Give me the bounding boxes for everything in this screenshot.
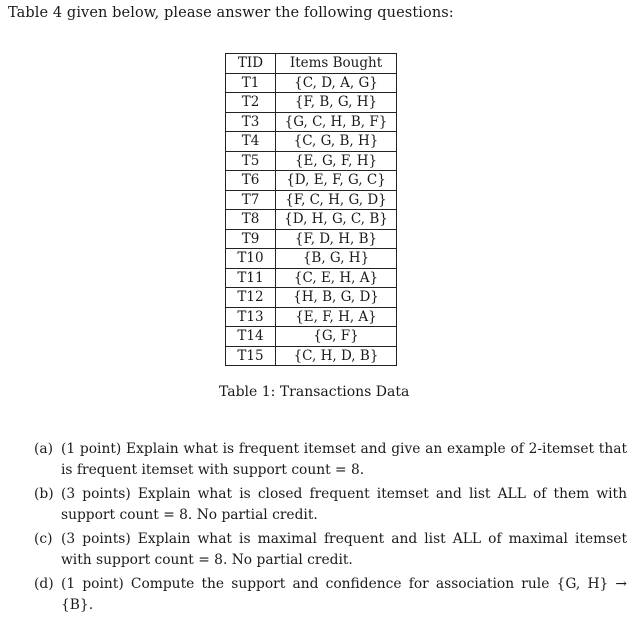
table-row: [226, 73, 397, 93]
question-item: [34, 529, 627, 571]
cell-tid: T12: [226, 288, 276, 308]
cell-tid: T9: [226, 229, 276, 249]
cell-items: {D, E, F, G, C}: [276, 171, 397, 191]
cell-tid: T2: [226, 93, 276, 113]
question-item: [34, 439, 627, 481]
table-row: [226, 229, 397, 249]
cell-items: {D, H, G, C, B}: [276, 210, 397, 230]
cell-tid: T1: [226, 73, 276, 93]
table-row: [226, 288, 397, 308]
question-marker: (a): [34, 441, 53, 457]
table-row: [226, 151, 397, 171]
table-row: [226, 249, 397, 269]
cell-tid: T11: [226, 268, 276, 288]
cell-tid: T7: [226, 190, 276, 210]
cell-items: {F, B, G, H}: [276, 93, 397, 113]
table-header-row: [226, 54, 397, 74]
table-row: [226, 327, 397, 347]
question-text: (3 points) Explain what is closed frequent itemset and list ALL of them with support count = 8. No partial credit.: [61, 486, 627, 523]
table-row: [226, 132, 397, 152]
cell-items: {G, C, H, B, F}: [276, 112, 397, 132]
question-marker: (c): [34, 531, 53, 547]
cell-items: {G, F}: [276, 327, 397, 347]
table-row: [226, 210, 397, 230]
questions-list: [34, 439, 627, 619]
question-marker: (b): [34, 486, 54, 502]
cell-items: {F, C, H, G, D}: [276, 190, 397, 210]
cell-tid: T6: [226, 171, 276, 191]
cell-items: {E, G, F, H}: [276, 151, 397, 171]
table-row: [226, 346, 397, 366]
question-marker: (d): [34, 576, 54, 592]
cell-items: {C, E, H, A}: [276, 268, 397, 288]
question-text: (3 points) Explain what is maximal frequent and list ALL of maximal itemset with support count = 8. No partial credit.: [61, 531, 627, 568]
question-text: (1 point) Explain what is frequent itemset and give an example of 2-itemset that is frequent itemset with support count = 8.: [61, 441, 627, 478]
table-row: [226, 171, 397, 191]
table-body: [226, 73, 397, 366]
intro-text: Table 4 given below, please answer the following questions:: [8, 5, 454, 21]
cell-tid: T5: [226, 151, 276, 171]
question-item: [34, 484, 627, 526]
cell-items: {F, D, H, B}: [276, 229, 397, 249]
cell-tid: T10: [226, 249, 276, 269]
table-row: [226, 112, 397, 132]
cell-items: {H, B, G, D}: [276, 288, 397, 308]
cell-tid: T3: [226, 112, 276, 132]
cell-tid: T8: [226, 210, 276, 230]
table-row: [226, 307, 397, 327]
table-caption: Table 1: Transactions Data: [219, 384, 410, 400]
header-items-bought: Items Bought: [276, 54, 397, 74]
cell-items: {B, G, H}: [276, 249, 397, 269]
header-tid: TID: [226, 54, 276, 74]
table-row: [226, 93, 397, 113]
cell-tid: T13: [226, 307, 276, 327]
cell-tid: T15: [226, 346, 276, 366]
table-row: [226, 190, 397, 210]
cell-items: {C, D, A, G}: [276, 73, 397, 93]
question-item: [34, 574, 627, 616]
cell-items: {C, H, D, B}: [276, 346, 397, 366]
cell-items: {E, F, H, A}: [276, 307, 397, 327]
table-row: [226, 268, 397, 288]
transactions-table: [225, 53, 397, 366]
cell-items: {C, G, B, H}: [276, 132, 397, 152]
question-text: (1 point) Compute the support and confidence for association rule {G, H} → {B}.: [61, 576, 627, 613]
cell-tid: T4: [226, 132, 276, 152]
cell-tid: T14: [226, 327, 276, 347]
